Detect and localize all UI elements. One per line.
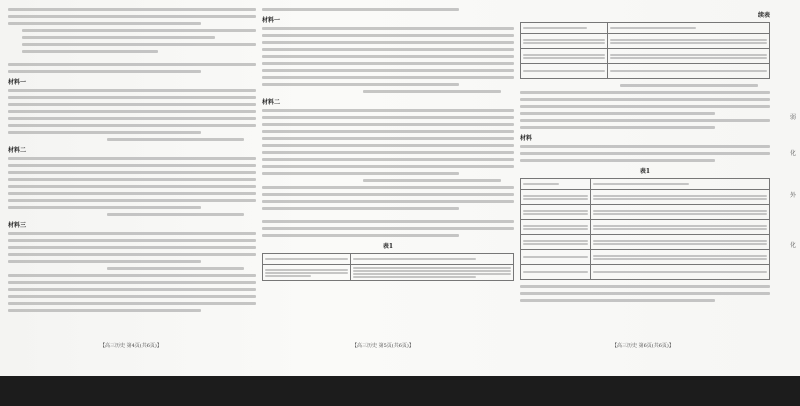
exam-column-2 bbox=[262, 8, 514, 338]
side-tab-1: 弱 bbox=[789, 114, 796, 121]
continued-table-label: 续表 bbox=[757, 12, 770, 19]
exam-column-3 bbox=[520, 8, 770, 338]
col2-table-caption: 表1 bbox=[382, 243, 394, 250]
scan-bottom-edge bbox=[0, 376, 800, 406]
col3-survey-table bbox=[520, 178, 770, 280]
page-footer-6: 【高三历史 第6页(共6页)】 bbox=[612, 343, 674, 349]
col2-table bbox=[262, 253, 514, 281]
col3-table-caption: 表1 bbox=[639, 168, 651, 175]
exam-column-1 bbox=[8, 8, 256, 338]
col2-material-1-heading: 材料一 bbox=[262, 17, 281, 24]
page-footer-4: 【高三历史 第4页(共6页)】 bbox=[100, 343, 162, 349]
col2-material-2-heading: 材料二 bbox=[262, 99, 281, 106]
page-footer-5: 【高三历史 第5页(共6页)】 bbox=[352, 343, 414, 349]
side-tab-3: 外 bbox=[789, 192, 796, 199]
material-3-heading: 材料三 bbox=[8, 222, 27, 229]
col3-material-heading: 材料 bbox=[520, 135, 533, 142]
material-1-heading: 材料一 bbox=[8, 79, 27, 86]
side-tab-4: 化 bbox=[789, 242, 796, 249]
material-2-heading: 材料二 bbox=[8, 147, 27, 154]
side-tab-2: 化 bbox=[789, 150, 796, 157]
col3-top-table bbox=[520, 22, 770, 79]
